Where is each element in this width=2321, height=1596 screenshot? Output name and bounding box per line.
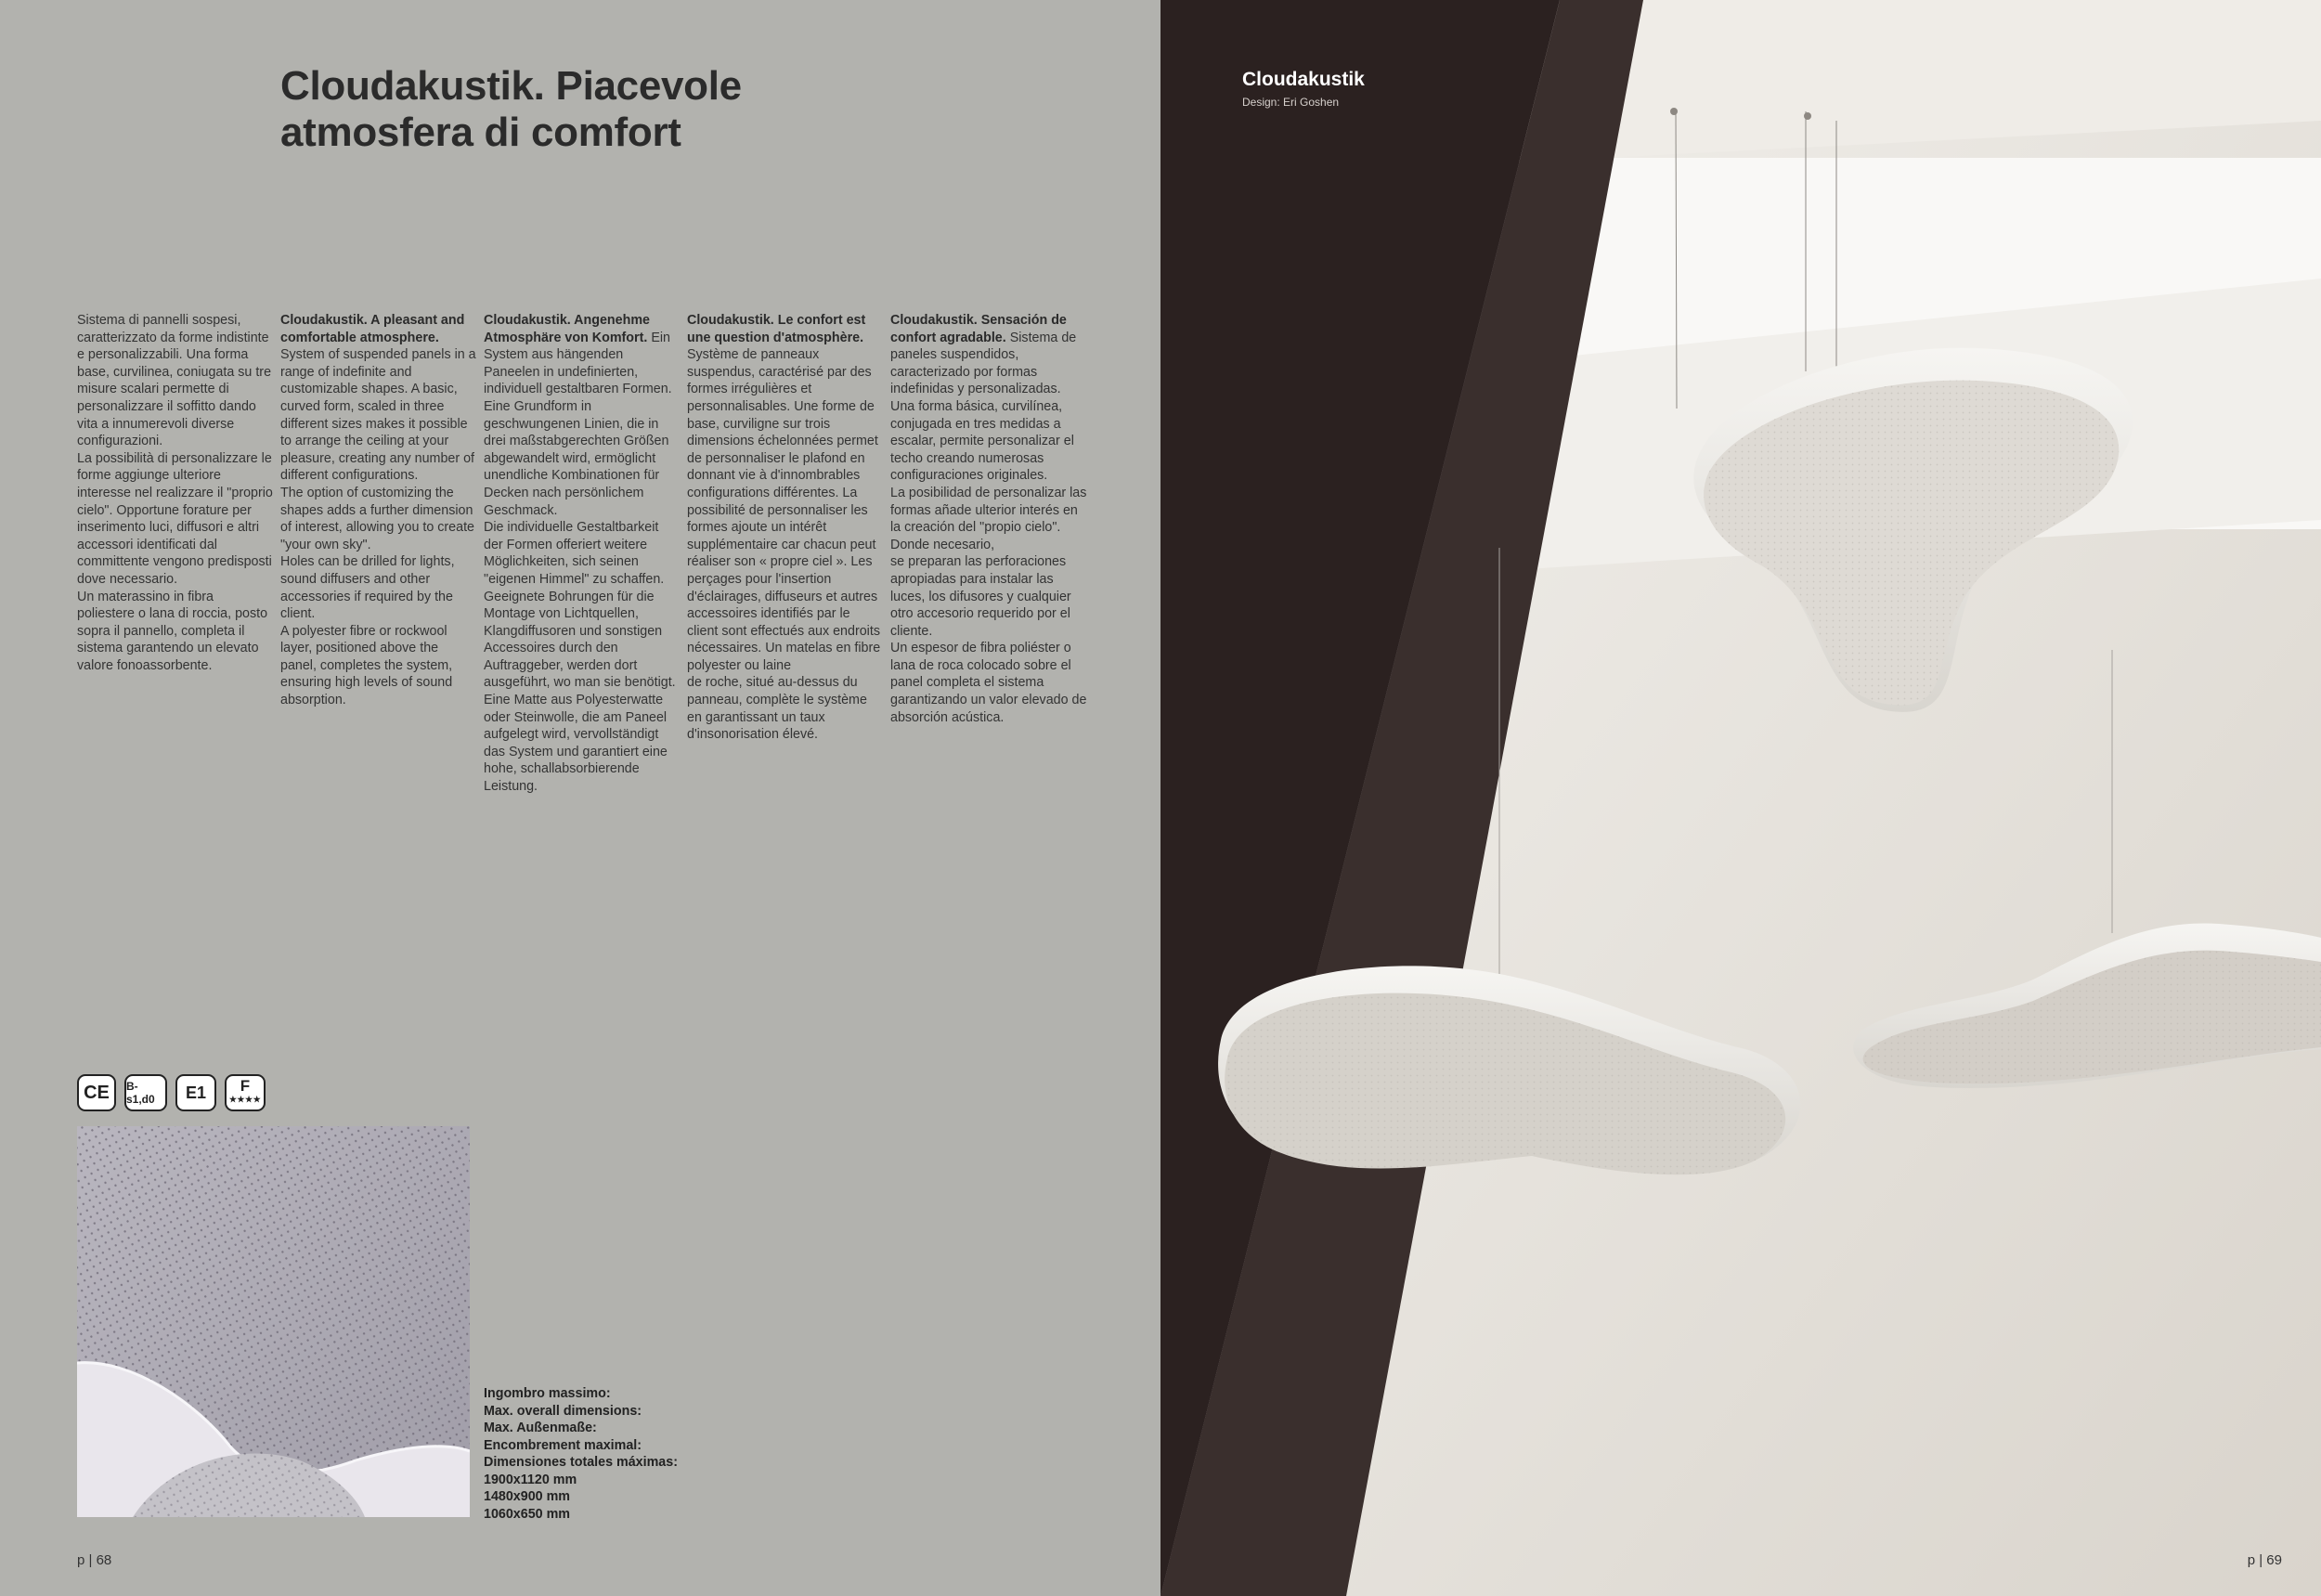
title-line-2: atmosfera di comfort	[280, 110, 681, 155]
dimension-size: 1480x900 mm	[484, 1489, 571, 1504]
left-page	[0, 0, 1160, 1596]
designer-credit: Design: Eri Goshen	[1242, 96, 1340, 109]
product-name: Cloudakustik	[1242, 69, 1365, 90]
dimension-label: Ingombro massimo:	[484, 1386, 611, 1401]
column-body: Sistema di pannelli sospesi, caratterizzato da forme indistinte e personalizzabili. Una forma base, curvilinea, coniugata su tre misure scalari permette di personalizzare il soffitto dando vita a innumerevoli diverse configurazioni. La possibilità di personalizzare le forme aggiunge ulteriore interesse nel realizzare il "proprio cielo". Opportune forature per inserimento luci, diffusori e altri accessori identificati dal committente vengono predisposti dove necessario. Un materassino in fibra poliestere o lana di roccia, posto sopra il pannello, completa il sistema garantendo un elevato valore fonoassorbente.	[77, 313, 273, 673]
emission-class-badge: E1	[175, 1074, 216, 1111]
column-heading: Cloudakustik. Le confort est une question d'atmosphère.	[687, 313, 866, 345]
column-heading: Cloudakustik. Sensación de confort agradable.	[890, 313, 1067, 345]
column-body: System of suspended panels in a range of indefinite and customizable shapes. A basic, curved form, scaled in three different sizes makes it possible to arrange the ceiling at your pleasure, creating any number of different configurations. The option of customizing the shapes adds a further dimension of interest, allowing you to create "your own sky". Holes can be drilled for lights, sound diffusers and other accessories if required by the client. A polyester fibre or rockwool layer, positioned above the panel, completes the system, ensuring high levels of sound absorption.	[280, 347, 476, 708]
perforated-panel-detail-photo	[77, 1126, 470, 1517]
column-heading: Cloudakustik. A pleasant and comfortable atmosphere.	[280, 313, 465, 345]
f-star-label: F	[240, 1077, 251, 1095]
installation-photo	[1160, 0, 2321, 1596]
ce-mark-icon: CE	[77, 1074, 116, 1111]
text-column-spanish	[890, 312, 1087, 726]
dimension-label: Encombrement maximal:	[484, 1437, 642, 1453]
page-number-right: p | 69	[2247, 1552, 2282, 1568]
f-star-badge	[225, 1074, 266, 1111]
fire-class-badge: B-s1,d0	[124, 1074, 167, 1111]
dimension-size: 1060x650 mm	[484, 1506, 571, 1522]
max-dimensions	[484, 1385, 678, 1523]
text-column-italian	[77, 312, 274, 674]
page-number-left: p | 68	[77, 1552, 112, 1568]
page-title	[280, 63, 742, 156]
title-line-1: Cloudakustik. Piacevole	[280, 63, 742, 109]
column-body: Sistema de paneles suspendidos, caracterizado por formas indefinidas y personalizadas. Una forma básica, curvilínea, conjugada en tres medidas a escalar, permite personalizar el techo creando numerosas configuraciones originales. La posibilidad de personalizar las formas añade ulterior interés en la creación del "propio cielo". Donde necesario, se preparan las perforaciones apropiadas para instalar las luces, los difusores y cualquier otro accesorio requerido por el cliente. Un espesor de fibra poliéster o lana de roca colocado sobre el panel completa el sistema garantizando un valor elevado de absorción acústica.	[890, 330, 1087, 725]
right-page	[1160, 0, 2321, 1596]
f-star-rating: ★★★★	[228, 1095, 262, 1104]
certification-badges	[77, 1074, 266, 1115]
column-heading: Cloudakustik. Angenehme Atmosphäre von Komfort.	[484, 313, 651, 345]
dimension-size: 1900x1120 mm	[484, 1472, 577, 1487]
text-column-english	[280, 312, 477, 709]
dimension-label: Max. overall dimensions:	[484, 1403, 642, 1419]
dimension-label: Max. Außenmaße:	[484, 1421, 597, 1435]
text-column-german	[484, 312, 681, 796]
column-body: Système de panneaux suspendus, caractérisé par des formes irrégulières et personnalisables. Une forme de base, curviligne sur trois dimensions échelonnées permet de personnaliser le plafond en donnant vie à d'innombrables configurations différentes. La possibilité de personnaliser les formes ajoute un intérêt supplémentaire car chacun peut réaliser son « propre ciel ». Les perçages pour l'insertion d'éclairages, diffuseurs et autres accessoires identifiés par le client sont effectués aux endroits nécessaires. Un matelas en fibre polyester ou laine de roche, situé au-dessus du panneau, complète le système en garantissant un taux d'insonorisation élevé.	[687, 347, 881, 743]
dimension-label: Dimensiones totales máximas:	[484, 1455, 678, 1470]
text-column-french	[687, 312, 884, 744]
column-body: Ein System aus hängenden Paneelen in undefinierten, individuell gestaltbaren Formen. Eine Grundform in geschwungenen Linien, die in drei maßstabgerechten Größen abgewandelt wird, ermöglicht unendliche Kombinationen für Decken nach persönlichem Geschmack. Die individuelle Gestaltbarkeit der Formen offeriert weitere Möglichkeiten, sich seinen "eigenen Himmel" zu schaffen. Geeignete Bohrungen für die Montage von Lichtquellen, Klangdiffusoren und sonstigen Accessoires durch den Auftraggeber, werden dort ausgeführt, wo man sie benötigt. Eine Matte aus Polyesterwatte oder Steinwolle, die am Paneel aufgelegt wird, vervollständigt das System und garantiert eine hohe, schallabsorbierende Leistung.	[484, 330, 676, 795]
